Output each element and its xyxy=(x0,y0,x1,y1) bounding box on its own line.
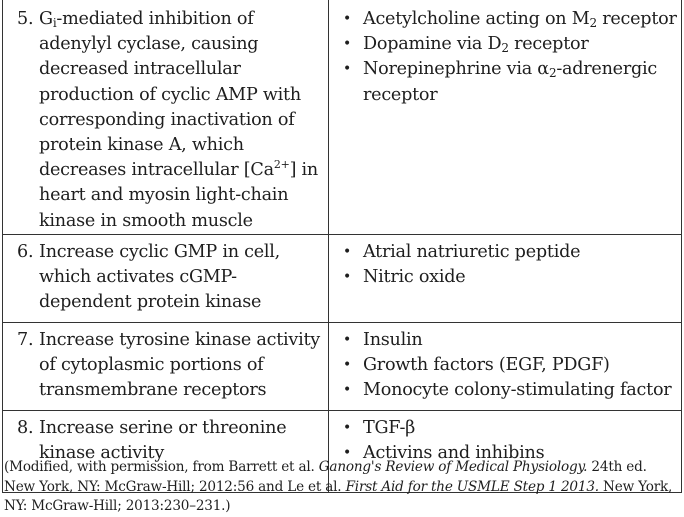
examples-cell xyxy=(329,322,682,410)
examples-cell xyxy=(329,0,682,234)
list-item: • Dopamine via $D_2$ receptor xyxy=(343,32,681,57)
mechanism-cell xyxy=(3,234,329,322)
bullet-icon: • xyxy=(343,382,352,399)
examples-list xyxy=(329,328,681,404)
examples-list xyxy=(329,7,681,108)
list-item: • Acetylcholine acting on $M_2$ receptor xyxy=(343,7,681,32)
mechanism-text: Increase cyclic GMP in cell, which activates cGMP-dependent protein kinase xyxy=(39,241,280,313)
bullet-icon: • xyxy=(343,419,352,436)
list-item: • Growth factors (EGF, PDGF) xyxy=(343,353,681,378)
examples-cell xyxy=(329,234,682,322)
mechanism-text: Increase tyrosine kinase activity of cytoplasmic portions of transmembrane receptors xyxy=(39,329,320,401)
signaling-mechanism-table xyxy=(2,0,682,493)
table-row xyxy=(3,0,682,234)
list-item: • Atrial natriuretic peptide xyxy=(343,240,681,265)
list-item: • Insulin xyxy=(343,328,681,353)
book-title: Ganong's Review of Medical Physiology. xyxy=(318,459,588,475)
mechanism-text: Increase serine or threonine kinase activity xyxy=(39,417,287,464)
mechanism-cell xyxy=(3,0,329,234)
bullet-icon: • xyxy=(343,36,352,53)
list-item: • Activins and inhibins xyxy=(343,441,681,466)
row-number: 5. xyxy=(17,9,34,29)
row-number: 6. xyxy=(17,241,34,262)
bullet-icon: • xyxy=(343,357,352,374)
bullet-icon: • xyxy=(343,445,352,462)
list-item: • Monocyte colony-stimulating factor xyxy=(343,378,681,403)
list-item: • Nitric oxide xyxy=(343,265,681,290)
list-item: • TGF-β xyxy=(343,416,681,441)
bullet-icon: • xyxy=(343,11,352,27)
row-number: 7. xyxy=(17,329,34,350)
source-footnote: (Modified, with permission, from Barrett et al. Ganong's Review of Medical Physiology. 24th ed. New York, NY: McGraw-Hill; 2012:56 and Le et al. First Aid for the USMLE Step 1 2013. New York, NY: McGraw-Hill; 2013:230–231.) xyxy=(4,459,673,514)
row-number: 8. xyxy=(17,417,34,438)
examples-list xyxy=(329,240,681,290)
table-row xyxy=(3,234,682,322)
bullet-icon: • xyxy=(343,269,352,286)
bullet-icon: • xyxy=(343,243,352,260)
mechanism-text: $G_i$-mediated inhibition of adenylyl cyclase, causing decreased intracellular production of cyclic AMP with corresponding inactivation of protein kinase A, which decreases intracellular $[Ca^{2+}]$ in heart and myosin light-chain kinase in smooth muscle xyxy=(39,9,319,231)
mechanism-cell xyxy=(3,322,329,410)
list-item: • Norepinephrine via $\alpha_2$-adrenergic receptor xyxy=(343,57,681,107)
book-title: First Aid for the USMLE Step 1 2013. xyxy=(345,478,599,495)
bullet-icon: • xyxy=(343,331,352,348)
table-row xyxy=(3,322,682,410)
bullet-icon: • xyxy=(343,61,352,78)
